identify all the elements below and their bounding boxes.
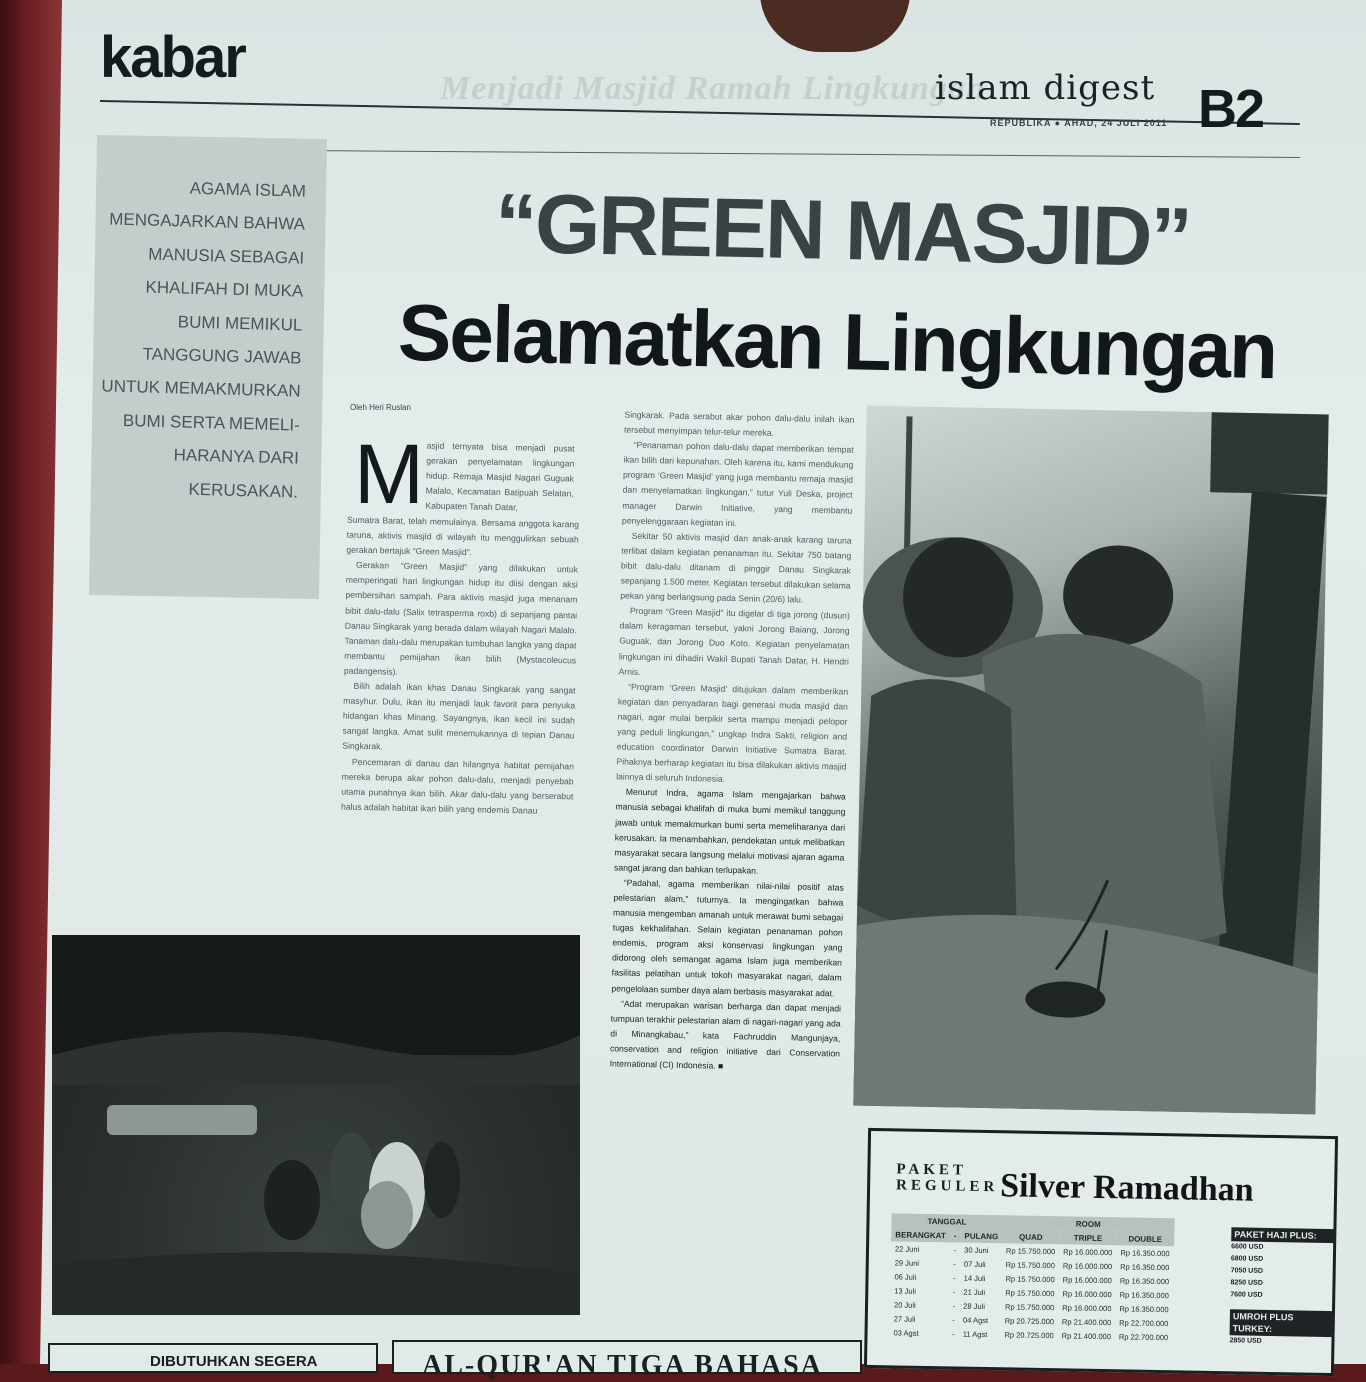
article-paragraph: Sumatra Barat, telah memulainya. Bersama anggota karang taruna, aktivis masjid di wilayah itu menggulirkan sebuah gerakan bertajuk “Green Masjid”.: [346, 514, 580, 558]
column-header: DOUBLE: [1117, 1231, 1174, 1246]
table-cell: Rp 16.000.000: [1062, 1288, 1112, 1299]
table-cell: 11 Agst: [962, 1329, 988, 1339]
table-cell-separator: -: [952, 1300, 956, 1310]
umroh-turkey-price: 2850 USD: [1229, 1337, 1262, 1345]
table-cell: 29 Juni: [894, 1257, 920, 1268]
table-cell: Rp 16.000.000: [1062, 1260, 1113, 1271]
table-cell: 14 Juli: [963, 1273, 986, 1283]
bottom-ad-right-text: AL-QUR'AN TIGA BAHASA: [422, 1350, 823, 1381]
table-cell: Rp 16.350.000: [1119, 1275, 1170, 1286]
table-cell: Rp 15.750.000: [1005, 1273, 1055, 1284]
ad-title: Silver Ramadhan: [999, 1167, 1254, 1209]
table-cell: Rp 16.350.000: [1119, 1303, 1169, 1314]
column-header-separator: -: [950, 1228, 961, 1242]
brand-logo: islam digest: [935, 68, 1156, 108]
table-cell: Rp 22.700.000: [1119, 1317, 1169, 1328]
travel-advertisement: [864, 1128, 1338, 1376]
article-paragraph: asjid ternyata bisa menjadi pusat gerakan penyelamatan lingkungan hidup. Remaja Masjid Nagari Guguak Malalo, Kecamatan Batipuah Selatan, Kabupaten Tanah Datar,: [425, 440, 575, 513]
article-column-intro: [425, 438, 575, 517]
byline: Oleh Heri Ruslan: [350, 403, 411, 412]
ad-price-table: [889, 1213, 1174, 1344]
table-cell: 20 Juli: [893, 1299, 916, 1310]
headline-main: Selamatkan Lingkungan: [397, 287, 1278, 396]
article-paragraph: “Adat merupakan warisan berharga dan dapat menjadi tumpuan terakhir pelestarian alam di nagari-nagari yang ada di Minangkabau,” kata Fachruddin Mangunjaya, conservation and religion initiative dari Conservation International (CI) Indonesia. ■: [609, 998, 842, 1071]
table-cell: 27 Juli: [893, 1313, 916, 1324]
table-cell: Rp 22.700.000: [1118, 1331, 1169, 1342]
ad-side-panel: [1229, 1227, 1335, 1349]
section-label: kabar: [100, 25, 245, 90]
table-cell-separator: -: [953, 1258, 956, 1268]
column-header: BERANGKAT: [891, 1227, 950, 1242]
drop-cap: M: [354, 427, 424, 521]
table-cell-separator: -: [952, 1314, 955, 1324]
table-cell: 21 Juli: [963, 1287, 986, 1297]
table-cell: 03 Agst: [893, 1327, 919, 1338]
table-cell: 07 Juli: [963, 1259, 986, 1269]
table-cell-separator: -: [952, 1272, 956, 1282]
table-cell-separator: -: [953, 1244, 957, 1254]
table-cell: Rp 15.750.000: [1005, 1287, 1055, 1298]
article-paragraph: Bilih adalah ikan khas Danau Singkarak yang sangat masyhur. Dulu, ikan itu menjadi lauk favorit para penyuka hidangan khas Minang. Sayangnya, ikan kecil ini sudah sangat langka. Amat sulit menemukannya di tepian Danau Singkarak.: [342, 680, 576, 752]
headline-kicker: “GREEN MASJID”: [494, 175, 1192, 285]
photo-planting-tree-illustration: [853, 406, 1328, 1115]
column-header: QUAD: [1002, 1229, 1059, 1244]
column-header: TRIPLE: [1059, 1230, 1116, 1245]
table-cell: 06 Juli: [894, 1271, 917, 1282]
article-paragraph: Singkarak. Pada serabut akar pohon dalu-dalu inilah ikan tersebut menyimpan telur-telur mereka.: [623, 409, 855, 438]
article-paragraph: Program “Green Masjid” itu digelar di tiga jorong (dusun) dalam keragaman tersebut, yakni Jorong Baiang, Jorong Guguak, dan Jorong Duo Koto. Kegiatan penyelamatan lingkungan ini dihadiri Wakil Bupati Tanah Datar, H. Hendri Arnis.: [618, 605, 851, 677]
article-paragraph: “Program ‘Green Masjid’ ditujukan dalam memberikan kegiatan dan penyadaran bagi generasi muda masjid dan nagari, agar mulai berpikir serta mampu menjadi pelopor yang peduli lingkungan,” ungkap Indra Sakti, religion and education coordinator Darwin Initiative Sumatra Barat. Pihaknya berharap kegiatan itu bisa dilakukan aktivis masjid lainnya di seluruh Indonesia.: [616, 681, 849, 785]
table-cell: 04 Agst: [962, 1315, 989, 1325]
table-cell: Rp 16.000.000: [1062, 1302, 1112, 1313]
article-paragraph: Sekitar 50 aktivis masjid dan anak-anak karang taruna terlibat dalam kegiatan penanaman itu. Sekitar 750 batang bibit dalu-dalu ditanam di pinggir Danau Singkarak sepanjang 1.500 meter. Kegiatan tersebut dilakukan selama pekan yang berlangsung pada Senin (20/6) lalu.: [620, 530, 852, 605]
table-cell: Rp 15.750.000: [1004, 1301, 1055, 1312]
photo-cleanup-illustration: [52, 935, 580, 1315]
pullquote-text: AGAMA ISLAM MENGAJARKAN BAHWA MANUSIA SEBAGAI KHALIFAH DI MUKA BUMI MEMIKUL TANGGUNG JAWAB UNTUK MEMAKMURKAN BUMI SERTA MEMELI-HARANYA DARI KERUSAKAN.: [101, 178, 307, 502]
table-cell: Rp 15.750.000: [1005, 1245, 1056, 1256]
table-cell: Rp 16.350.000: [1119, 1289, 1169, 1300]
haji-price: 7600 USD: [1230, 1291, 1263, 1299]
haji-price: 7050 USD: [1230, 1267, 1264, 1275]
column-header: ROOM: [1002, 1215, 1174, 1232]
table-cell: Rp 20.725.000: [1004, 1329, 1054, 1340]
photo-planting-tree: [853, 406, 1328, 1115]
bottom-ad-left: [48, 1343, 378, 1373]
table-cell: Rp 16.000.000: [1063, 1246, 1113, 1257]
bottom-ad-left-text: DIBUTUHKAN SEGERA: [150, 1353, 318, 1370]
table-cell: Rp 21.400.000: [1061, 1316, 1112, 1327]
table-cell: 13 Juli: [894, 1285, 917, 1296]
haji-price: 6600 USD: [1231, 1243, 1264, 1251]
article-paragraph: Pencemaran di danau dan hilangnya habitat pemijahan mereka berupa akar pohon dalu-dalu, menjadi penyebab utama punahnya ikan bilih. Akar dalu-dalu yang berserabut halus adalah habitat ikan bilih yang endemis Danau: [340, 756, 575, 816]
article-column-1: [341, 513, 579, 820]
table-cell: Rp 15.750.000: [1005, 1259, 1056, 1270]
haji-plus-title: PAKET HAJI PLUS:: [1231, 1227, 1335, 1243]
table-cell-separator: -: [952, 1286, 956, 1296]
column-header: TANGGAL: [891, 1213, 1002, 1229]
table-cell: Rp 16.350.000: [1120, 1261, 1170, 1272]
haji-price: 6800 USD: [1230, 1255, 1264, 1263]
table-cell: 28 Juli: [963, 1301, 985, 1311]
article-column-2: [609, 407, 854, 1076]
article-paragraph: “Penanaman pohon dalu-dalu dapat memberikan tempat ikan bilih dari kepunahan. Oleh karena itu, kami mendukung program ‘Green Masjid’ yang juga membantu remaja masjid dan menyelamatkan lingkungan,” tutur Yuli Deska, project manager Darwin Initiative, yang membantu penyelenggaraan kegiatan ini.: [621, 439, 854, 528]
dateline: REPUBLIKA ● AHAD, 24 JULI 2011: [990, 118, 1168, 128]
show-through-text: Menjadi Masjid Ramah Lingkungan: [440, 70, 986, 107]
article-paragraph: Menurut Indra, agama Islam mengajarkan bahwa manusia sebagai khalifah di muka bumi memikul tanggung jawab untuk memakmurkan bumi serta memeliharanya dari kerusakan. Ia menambahkan, pendekatan untuk melibatkan masyarakat secara langsung melalui motivasi ajaran agama sangat jarang dan bahkan terlupakan.: [614, 786, 846, 876]
ad-package-label: PAKET REGULER: [895, 1161, 999, 1196]
table-cell: Rp 16.000.000: [1062, 1274, 1112, 1285]
article-paragraph: “Padahal, agama memberikan nilai-nilai positif atas pelestarian alam,” tuturnya. Ia mengingatkan bahwa manusia mengemban amanah untuk merawat bumi sebagai tugas kekhalifahan. Selain kegiatan penanaman pohon endemis, program aksi konservasi lingkungan yang didorong oleh semangat agama Islam juga memberikan fasilitas pelatihan untuk tokoh masyarakat nagari, dalam pengelolaan sumber daya alam berbasis masyarakat adat.: [611, 877, 844, 998]
table-cell-separator: -: [951, 1328, 955, 1338]
table-cell: Rp 20.725.000: [1004, 1315, 1055, 1326]
bottom-ad-right: [392, 1340, 862, 1381]
table-cell: 22 Juni: [894, 1243, 920, 1254]
haji-price: 8250 USD: [1230, 1279, 1263, 1287]
page-number: B2: [1198, 79, 1264, 139]
umroh-turkey-title: UMROH PLUS TURKEY:: [1230, 1309, 1334, 1337]
column-header: PULANG: [960, 1229, 1002, 1244]
table-cell: Rp 21.400.000: [1061, 1330, 1112, 1341]
table-cell: 30 Juni: [964, 1245, 989, 1255]
table-cell: Rp 16.350.000: [1120, 1247, 1170, 1258]
article-paragraph: Gerakan “Green Masjid” yang dilakukan untuk memperingati hari lingkungan hidup itu diisi dengan aksi pembersihan sampah. Para aktivis masjid juga menanam bibit dalu-dalu (Salix tetrasperma roxb) di sepanjang pantai Danau Singkarak yang berada dalam wilayah Nagari Malalo. Tanaman dalu-dalu merupakan tumbuhan langka yang dapat membantu pemijahan ikan bilih (Mystacoleucus padangensis).: [343, 560, 579, 677]
photo-cleanup-activity: [52, 935, 580, 1315]
